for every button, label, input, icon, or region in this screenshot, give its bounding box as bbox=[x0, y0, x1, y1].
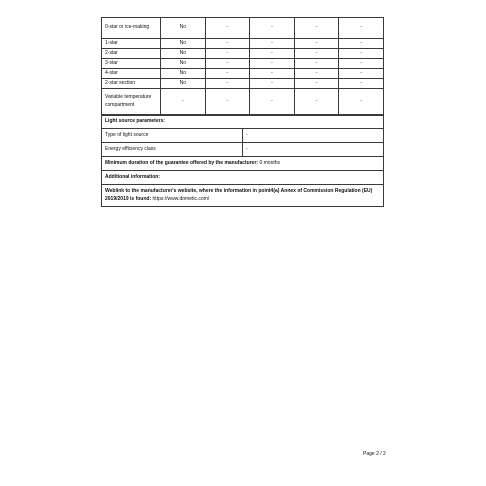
compartment-cell: - bbox=[339, 39, 384, 49]
compartment-cell: - bbox=[294, 89, 339, 115]
weblink-label: Weblink to the manufacturer's website, where the information in point4(a) Annex of Commission Regulation (EU) 2019/2019 is found: bbox=[105, 188, 373, 202]
compartment-cell: - bbox=[294, 79, 339, 89]
compartment-value: No bbox=[161, 79, 206, 89]
table-row bbox=[102, 89, 384, 115]
compartment-cell: - bbox=[339, 89, 384, 115]
compartment-cell: - bbox=[205, 79, 250, 89]
compartment-cell: - bbox=[250, 59, 295, 69]
table-row bbox=[102, 49, 384, 59]
energy-efficiency-value: - bbox=[243, 143, 384, 157]
table-row bbox=[102, 157, 384, 171]
compartment-cell: - bbox=[339, 69, 384, 79]
compartment-cell: - bbox=[339, 18, 384, 39]
compartment-cell: - bbox=[250, 79, 295, 89]
compartment-cell: - bbox=[339, 79, 384, 89]
compartment-label: Variable temperature compartment bbox=[102, 89, 161, 115]
guarantee-label: Minimum duration of the guarantee offered by the manufacturer: bbox=[105, 159, 259, 166]
compartment-value: No bbox=[161, 49, 206, 59]
compartment-cell: - bbox=[339, 49, 384, 59]
compartment-value: No bbox=[161, 69, 206, 79]
weblink-url[interactable]: https://www.dometic.com/ bbox=[152, 195, 210, 202]
compartment-cell: - bbox=[294, 39, 339, 49]
compartment-value: - bbox=[161, 89, 206, 115]
compartment-cell: - bbox=[294, 69, 339, 79]
compartments-table bbox=[101, 17, 384, 115]
compartment-cell: - bbox=[205, 69, 250, 79]
table-row bbox=[102, 185, 384, 207]
table-row bbox=[102, 143, 384, 157]
light-source-heading: Light source parameters: bbox=[102, 116, 384, 129]
compartment-cell: - bbox=[205, 39, 250, 49]
weblink-cell bbox=[102, 185, 384, 207]
table-row bbox=[102, 69, 384, 79]
compartment-label: 3-star bbox=[102, 59, 161, 69]
compartment-cell: - bbox=[250, 39, 295, 49]
compartment-cell: - bbox=[250, 49, 295, 59]
compartment-cell: - bbox=[294, 18, 339, 39]
compartment-value: No bbox=[161, 39, 206, 49]
light-source-type-label: Type of light source bbox=[102, 129, 243, 143]
compartment-cell: - bbox=[294, 59, 339, 69]
compartment-cell: - bbox=[205, 18, 250, 39]
compartment-cell: - bbox=[205, 59, 250, 69]
page-number: Page 2 / 2 bbox=[363, 451, 386, 457]
compartments-table-body bbox=[102, 18, 384, 115]
table-row bbox=[102, 116, 384, 129]
compartment-label: 0-star or ice-making bbox=[102, 18, 161, 39]
compartment-cell: - bbox=[339, 59, 384, 69]
compartment-label: 2-star bbox=[102, 49, 161, 59]
compartment-cell: - bbox=[250, 89, 295, 115]
guarantee-cell bbox=[102, 157, 384, 171]
table-row bbox=[102, 59, 384, 69]
light-source-type-value: - bbox=[243, 129, 384, 143]
parameters-table bbox=[101, 115, 384, 207]
table-row bbox=[102, 129, 384, 143]
table-row bbox=[102, 18, 384, 39]
table-row bbox=[102, 79, 384, 89]
compartment-label: 2-star section bbox=[102, 79, 161, 89]
guarantee-value: 0 months bbox=[259, 159, 281, 166]
additional-info-heading: Additional information: bbox=[102, 171, 384, 185]
table-row bbox=[102, 171, 384, 185]
compartment-value: No bbox=[161, 59, 206, 69]
energy-efficiency-label: Energy efficiency class bbox=[102, 143, 243, 157]
compartment-cell: - bbox=[205, 89, 250, 115]
compartment-cell: - bbox=[250, 69, 295, 79]
compartment-cell: - bbox=[250, 18, 295, 39]
compartment-cell: - bbox=[205, 49, 250, 59]
compartment-value: No bbox=[161, 18, 206, 39]
compartment-label: 4-star bbox=[102, 69, 161, 79]
table-row bbox=[102, 39, 384, 49]
compartment-cell: - bbox=[294, 49, 339, 59]
compartment-label: 1-star bbox=[102, 39, 161, 49]
